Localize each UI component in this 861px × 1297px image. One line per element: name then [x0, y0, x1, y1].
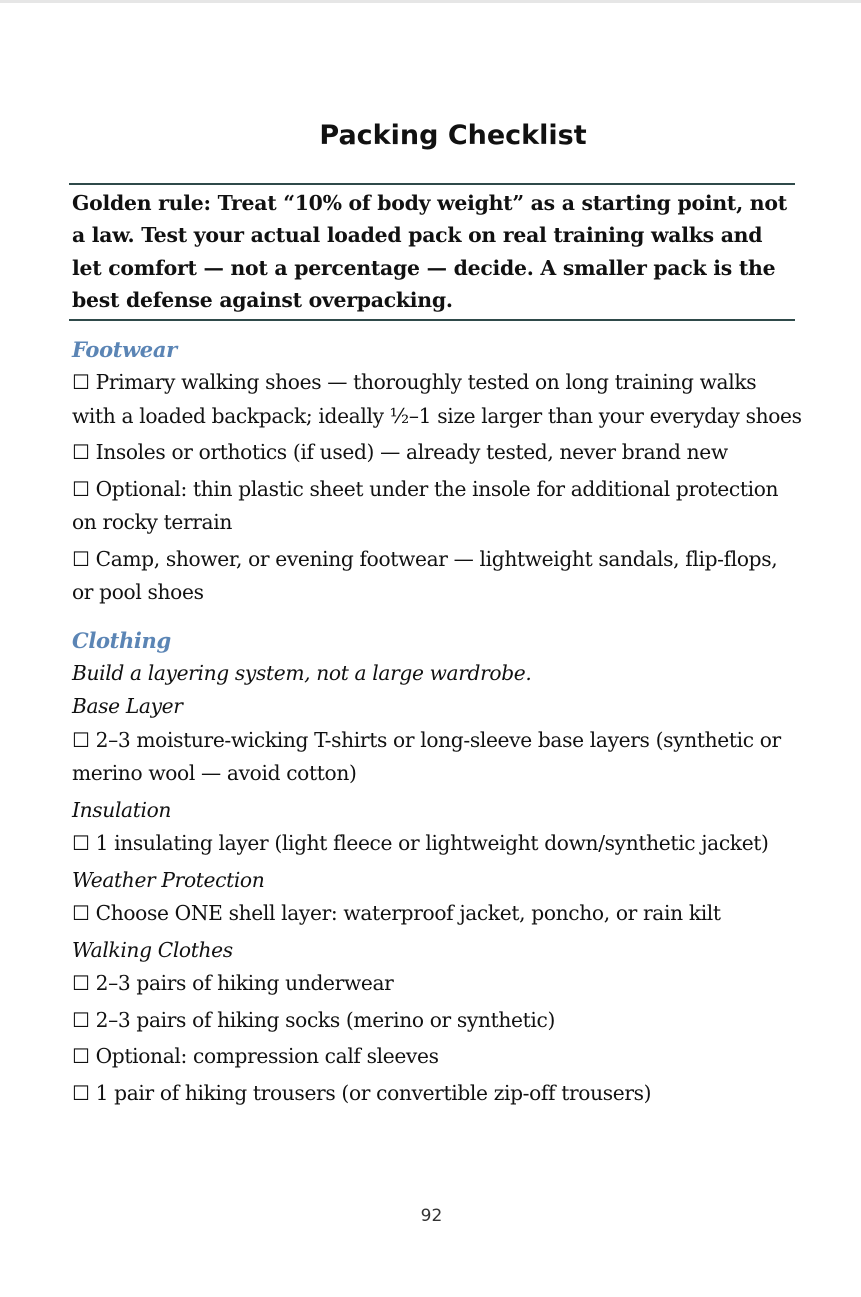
- checkbox-icon[interactable]: ☐: [72, 546, 90, 571]
- checkbox-icon[interactable]: ☐: [72, 476, 90, 501]
- checklist-item: [72, 473, 802, 540]
- golden-rule-callout: Golden rule: Treat “10% of body weight” as a starting point, not a law. Test your actual loaded pack on real training walks and let comfort — not a percentage — decide. A smaller pack is the best defense against overpacking.: [69, 183, 795, 321]
- checklist-item-text: 1 insulating layer (light fleece or lightweight down/synthetic jacket): [95, 831, 769, 855]
- checklist-item-text: Choose ONE shell layer: waterproof jacket, poncho, or rain kilt: [95, 901, 721, 925]
- checklist-item: [72, 1040, 802, 1074]
- page-number: 92: [420, 1206, 443, 1226]
- checkbox-icon[interactable]: ☐: [72, 370, 90, 394]
- checkbox-icon[interactable]: ☐: [72, 901, 90, 925]
- checklist-item-text: Primary walking shoes — thoroughly tested on long training walks with a loaded backpack; ideally ½–1 size larger than your everyday shoes: [72, 370, 802, 428]
- section-spacer: [72, 613, 802, 625]
- checklist-item-text: 2–3 pairs of hiking socks (merino or synthetic): [95, 1007, 555, 1032]
- checklist-item: [72, 366, 802, 433]
- checklist-item-text: Camp, shower, or evening footwear — lightweight sandals, flip-flops, or pool shoes: [72, 546, 778, 604]
- checklist-item: [72, 967, 802, 1001]
- checkbox-icon[interactable]: ☐: [72, 1044, 90, 1068]
- checklist-item-text: Optional: compression calf sleeves: [95, 1044, 439, 1068]
- section-heading-footwear: Footwear: [72, 337, 177, 362]
- checklist-item: [72, 827, 802, 861]
- clothing-intro: Build a layering system, not a large wardrobe.: [72, 660, 532, 685]
- checklist-item: [72, 436, 802, 470]
- subheading-walking-clothes: Walking Clothes: [72, 937, 233, 962]
- checkbox-icon[interactable]: ☐: [72, 1080, 90, 1105]
- checklist-item-text: 1 pair of hiking trousers (or convertible zip-off trousers): [95, 1080, 652, 1105]
- clothing-section: [72, 625, 802, 1111]
- checklist-item: [72, 543, 802, 610]
- checklist-item: [72, 1077, 802, 1111]
- subheading-base-layer: Base Layer: [72, 694, 183, 718]
- checkbox-icon[interactable]: ☐: [72, 1007, 90, 1032]
- checklist-item: [72, 724, 802, 791]
- subheading-insulation: Insulation: [72, 797, 172, 822]
- checklist-content: [72, 334, 802, 1113]
- checklist-item: [72, 897, 802, 931]
- checklist-item-text: Optional: thin plastic sheet under the insole for additional protection on rocky terrain: [72, 476, 779, 534]
- checklist-item-text: Insoles or orthotics (if used) — already tested, never brand new: [95, 440, 728, 464]
- checklist-item-text: 2–3 pairs of hiking underwear: [95, 971, 394, 995]
- checkbox-icon[interactable]: ☐: [72, 727, 90, 752]
- section-heading-clothing: Clothing: [72, 627, 171, 653]
- top-edge-rule: [0, 0, 861, 3]
- checklist-item: [72, 1004, 802, 1038]
- footwear-section: [72, 334, 802, 610]
- checkbox-icon[interactable]: ☐: [72, 831, 90, 855]
- page-title: Packing Checklist: [319, 120, 587, 152]
- subheading-weather-protection: Weather Protection: [72, 867, 265, 892]
- checkbox-icon[interactable]: ☐: [72, 971, 90, 995]
- checklist-item-text: 2–3 moisture-wicking T-shirts or long-sleeve base layers (synthetic or merino wool — avoid cotton): [72, 727, 781, 785]
- checkbox-icon[interactable]: ☐: [72, 440, 90, 464]
